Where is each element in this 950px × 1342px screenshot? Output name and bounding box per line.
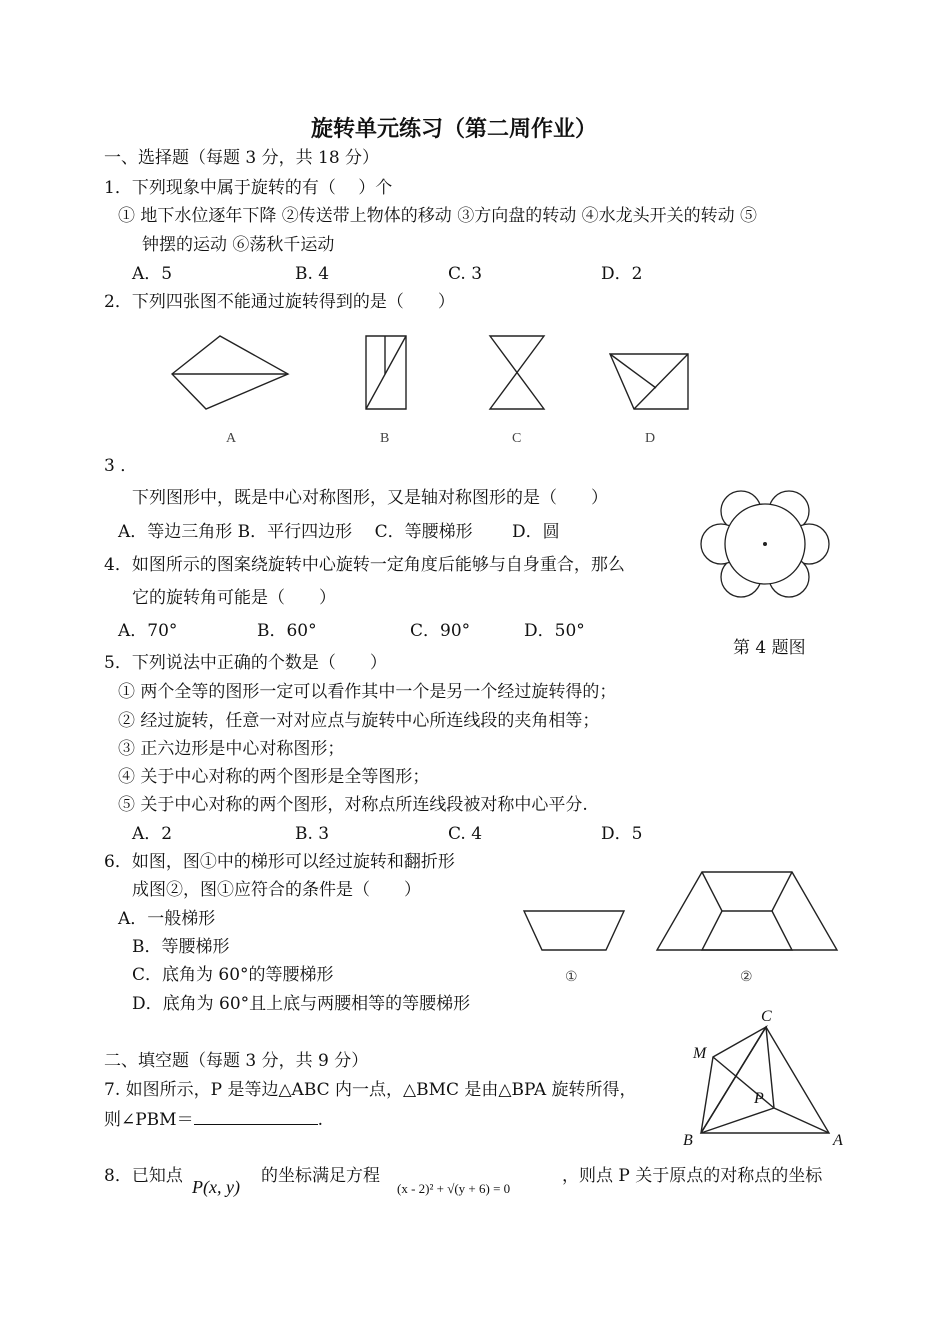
q1-option-b: B. 4 xyxy=(295,264,330,284)
q7-label-m: M xyxy=(693,1045,707,1062)
q6-label-fig2: ② xyxy=(740,970,753,985)
q6-label-fig1: ① xyxy=(565,970,578,985)
section-heading-fill-in: 二、填空题（每题 3 分，共 9 分） xyxy=(104,1051,369,1071)
q1-statements-line1: ① 地下水位逐年下降 ②传送带上物体的移动 ③方向盘的转动 ④水龙头开关的转动 ⑤ xyxy=(118,206,758,226)
q7-stem-line1: 7. 如图所示，P 是等边△ABC 内一点，△BMC 是由△BPA 旋转所得， xyxy=(104,1080,637,1100)
q2-figure-a-kite xyxy=(172,336,288,409)
q4-option-d: D．50° xyxy=(524,621,585,641)
q6-option-c: C．底角为 60°的等腰梯形 xyxy=(132,965,334,985)
q2-label-c: C xyxy=(512,431,522,446)
q5-statement-3: ③ 正六边形是中心对称图形； xyxy=(118,739,345,759)
rotation-center-dot xyxy=(763,542,767,546)
q7-answer-blank xyxy=(194,1108,318,1125)
triangle-abc xyxy=(701,1027,829,1133)
q3-options: A．等边三角形 B．平行四边形 C．等腰梯形 D．圆 xyxy=(118,522,560,542)
section-heading-choice: 一、选择题（每题 3 分，共 18 分） xyxy=(104,148,380,168)
q4-option-c: C．90° xyxy=(410,621,471,641)
q7-label-b: B xyxy=(683,1132,693,1149)
q8-stem-middle: 的坐标满足方程 xyxy=(261,1166,380,1186)
q2-figures xyxy=(160,328,700,453)
q6-trapezoid-figures xyxy=(520,868,850,988)
q2-label-b: B xyxy=(380,431,390,446)
q7-triangle-figure xyxy=(680,1005,850,1153)
q5-option-c: C. 4 xyxy=(448,824,483,844)
q8-stem-prefix: 8．已知点 xyxy=(104,1166,183,1186)
q4-option-b: B．60° xyxy=(257,621,317,641)
q7-label-p: P xyxy=(754,1090,764,1107)
q6-option-b: B．等腰梯形 xyxy=(132,937,230,957)
q1-option-a: A．5 xyxy=(132,264,173,284)
q8-stem-suffix: ，则点 P 关于原点的对称点的坐标 xyxy=(562,1166,823,1186)
q7-stem-prefix: 则∠PBM＝ xyxy=(104,1110,194,1130)
q1-option-c: C. 3 xyxy=(448,264,483,284)
q5-option-a: A．2 xyxy=(132,824,173,844)
q4-flower-figure xyxy=(708,488,828,608)
q5-stem: 5．下列说法中正确的个数是（ ） xyxy=(104,653,387,673)
q7-label-c: C xyxy=(761,1008,772,1025)
q1-option-d: D．2 xyxy=(601,264,643,284)
q6-option-d: D．底角为 60°且上底与两腰相等的等腰梯形 xyxy=(132,994,471,1014)
q4-option-a: A．70° xyxy=(118,621,178,641)
q5-statement-4: ④ 关于中心对称的两个图形是全等图形； xyxy=(118,767,430,787)
q4-stem-line1: 4．如图所示的图案绕旋转中心旋转一定角度后能够与自身重合，那么 xyxy=(104,555,625,575)
q2-label-d: D xyxy=(645,431,656,446)
q7-stem-line2 xyxy=(104,1108,323,1131)
q8-equation: (x - 2)² + √(y + 6) = 0 xyxy=(397,1181,511,1196)
q3-number: 3 ． xyxy=(104,456,138,476)
q3-stem: 下列图形中，既是中心对称图形，又是轴对称图形的是（ ） xyxy=(132,488,608,508)
q6-figure-1-trapezoid xyxy=(524,911,624,950)
q1-statements-line2: 钟摆的运动 ⑥荡秋千运动 xyxy=(142,235,335,255)
q7-stem-suffix: . xyxy=(317,1110,323,1130)
q2-stem: 2．下列四张图不能通过旋转得到的是（ ） xyxy=(104,292,455,312)
q6-stem-line2: 成图②，图①应符合的条件是（ ） xyxy=(132,880,421,900)
q4-figure-caption: 第 4 题图 xyxy=(733,638,806,658)
q6-option-a: A．一般梯形 xyxy=(118,909,216,929)
q5-option-b: B. 3 xyxy=(295,824,330,844)
q6-stem-line1: 6．如图，图①中的梯形可以经过旋转和翻折形 xyxy=(104,852,455,872)
q8-point-p: P(x, y) xyxy=(192,1177,240,1197)
q7-label-a: A xyxy=(833,1132,843,1149)
q5-option-d: D．5 xyxy=(601,824,643,844)
q5-statement-1: ① 两个全等的图形一定可以看作其中一个是另一个经过旋转得的； xyxy=(118,682,617,702)
q2-label-a: A xyxy=(226,431,237,446)
q4-stem-line2: 它的旋转角可能是（ ） xyxy=(132,588,336,608)
q5-statement-5: ⑤ 关于中心对称的两个图形，对称点所连线段被对称中心平分. xyxy=(118,795,588,815)
q1-stem: 1．下列现象中属于旋转的有（ ）个 xyxy=(104,178,393,198)
q2-figure-c-hourglass xyxy=(490,336,544,409)
page-title: 旋转单元练习（第二周作业） xyxy=(311,116,598,142)
q5-statement-2: ② 经过旋转，任意一对对应点与旋转中心所连线段的夹角相等； xyxy=(118,711,600,731)
